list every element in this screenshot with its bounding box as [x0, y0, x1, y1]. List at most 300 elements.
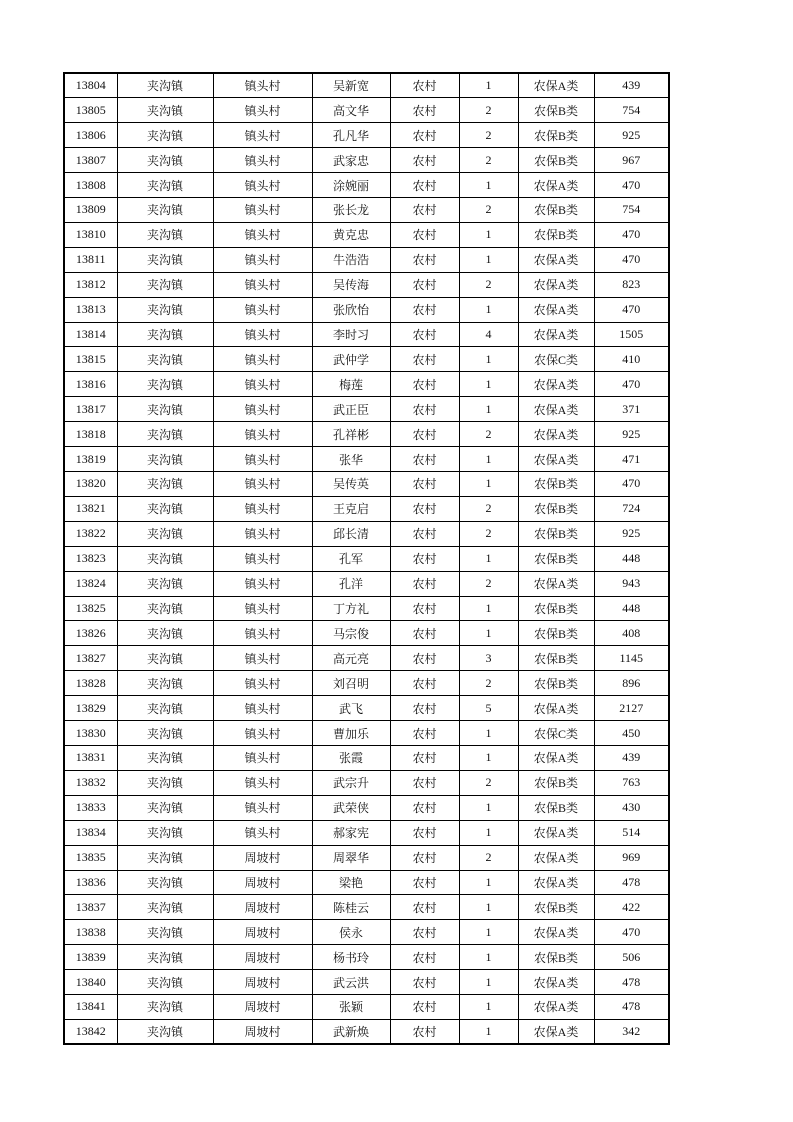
cell-record-id: 13839: [64, 945, 117, 970]
cell-amount: 754: [594, 198, 669, 223]
cell-record-id: 13840: [64, 970, 117, 995]
cell-village: 镇头村: [213, 721, 312, 746]
cell-village: 镇头村: [213, 596, 312, 621]
cell-residence-type: 农村: [390, 621, 459, 646]
table-row: [64, 297, 669, 322]
cell-record-id: 13816: [64, 372, 117, 397]
cell-record-id: 13804: [64, 73, 117, 98]
cell-record-id: 13830: [64, 721, 117, 746]
cell-amount: 430: [594, 795, 669, 820]
cell-record-id: 13805: [64, 98, 117, 123]
table-row: [64, 496, 669, 521]
cell-town: 夹沟镇: [117, 621, 213, 646]
cell-village: 镇头村: [213, 496, 312, 521]
cell-town: 夹沟镇: [117, 222, 213, 247]
table-row: [64, 621, 669, 646]
cell-village: 镇头村: [213, 397, 312, 422]
cell-record-id: 13821: [64, 496, 117, 521]
cell-amount: 470: [594, 297, 669, 322]
cell-town: 夹沟镇: [117, 870, 213, 895]
cell-insurance-class: 农保B类: [518, 671, 594, 696]
table-row: [64, 696, 669, 721]
cell-insurance-class: 农保A类: [518, 297, 594, 322]
cell-village: 镇头村: [213, 795, 312, 820]
cell-residence-type: 农村: [390, 397, 459, 422]
cell-residence-type: 农村: [390, 73, 459, 98]
cell-person-count: 2: [459, 422, 518, 447]
cell-residence-type: 农村: [390, 995, 459, 1020]
cell-residence-type: 农村: [390, 322, 459, 347]
cell-residence-type: 农村: [390, 870, 459, 895]
cell-residence-type: 农村: [390, 422, 459, 447]
table-row: [64, 521, 669, 546]
cell-record-id: 13824: [64, 571, 117, 596]
cell-insurance-class: 农保B类: [518, 472, 594, 497]
cell-person-count: 2: [459, 671, 518, 696]
cell-insurance-class: 农保A类: [518, 845, 594, 870]
cell-person-count: 2: [459, 123, 518, 148]
cell-amount: 470: [594, 920, 669, 945]
cell-insurance-class: 农保C类: [518, 721, 594, 746]
table-row: [64, 596, 669, 621]
cell-residence-type: 农村: [390, 98, 459, 123]
cell-amount: 342: [594, 1019, 669, 1044]
cell-amount: 967: [594, 148, 669, 173]
cell-amount: 408: [594, 621, 669, 646]
cell-insurance-class: 农保A类: [518, 1019, 594, 1044]
cell-amount: 470: [594, 372, 669, 397]
cell-village: 镇头村: [213, 621, 312, 646]
cell-town: 夹沟镇: [117, 646, 213, 671]
cell-village: 镇头村: [213, 73, 312, 98]
cell-record-id: 13820: [64, 472, 117, 497]
cell-record-id: 13832: [64, 770, 117, 795]
cell-person-name: 张华: [312, 447, 390, 472]
cell-amount: 371: [594, 397, 669, 422]
cell-amount: 1145: [594, 646, 669, 671]
cell-record-id: 13823: [64, 546, 117, 571]
cell-amount: 925: [594, 123, 669, 148]
cell-town: 夹沟镇: [117, 571, 213, 596]
cell-record-id: 13815: [64, 347, 117, 372]
table-row: [64, 970, 669, 995]
cell-amount: 470: [594, 247, 669, 272]
cell-residence-type: 农村: [390, 820, 459, 845]
cell-town: 夹沟镇: [117, 272, 213, 297]
cell-residence-type: 农村: [390, 247, 459, 272]
cell-village: 镇头村: [213, 98, 312, 123]
cell-record-id: 13810: [64, 222, 117, 247]
cell-person-count: 1: [459, 347, 518, 372]
cell-amount: 925: [594, 422, 669, 447]
cell-insurance-class: 农保A类: [518, 447, 594, 472]
cell-amount: 478: [594, 995, 669, 1020]
cell-record-id: 13817: [64, 397, 117, 422]
cell-town: 夹沟镇: [117, 845, 213, 870]
cell-person-count: 1: [459, 820, 518, 845]
cell-insurance-class: 农保B类: [518, 123, 594, 148]
cell-residence-type: 农村: [390, 472, 459, 497]
cell-village: 周坡村: [213, 845, 312, 870]
table-row: [64, 198, 669, 223]
cell-residence-type: 农村: [390, 123, 459, 148]
cell-person-count: 1: [459, 995, 518, 1020]
table-row: [64, 123, 669, 148]
cell-town: 夹沟镇: [117, 920, 213, 945]
cell-person-name: 武正臣: [312, 397, 390, 422]
table-row: [64, 770, 669, 795]
table-row: [64, 397, 669, 422]
cell-amount: 724: [594, 496, 669, 521]
table-row: [64, 920, 669, 945]
cell-person-count: 2: [459, 770, 518, 795]
cell-person-count: 1: [459, 297, 518, 322]
cell-person-name: 陈桂云: [312, 895, 390, 920]
table-row: [64, 571, 669, 596]
cell-person-count: 4: [459, 322, 518, 347]
cell-town: 夹沟镇: [117, 970, 213, 995]
table-row: [64, 745, 669, 770]
cell-insurance-class: 农保A类: [518, 247, 594, 272]
cell-town: 夹沟镇: [117, 945, 213, 970]
cell-residence-type: 农村: [390, 447, 459, 472]
cell-person-name: 周翠华: [312, 845, 390, 870]
cell-amount: 448: [594, 546, 669, 571]
cell-record-id: 13808: [64, 173, 117, 198]
cell-town: 夹沟镇: [117, 995, 213, 1020]
cell-town: 夹沟镇: [117, 447, 213, 472]
cell-residence-type: 农村: [390, 671, 459, 696]
cell-record-id: 13813: [64, 297, 117, 322]
cell-residence-type: 农村: [390, 272, 459, 297]
cell-insurance-class: 农保A类: [518, 870, 594, 895]
cell-amount: 478: [594, 970, 669, 995]
cell-residence-type: 农村: [390, 571, 459, 596]
table-row: [64, 671, 669, 696]
cell-person-count: 1: [459, 1019, 518, 1044]
cell-record-id: 13833: [64, 795, 117, 820]
cell-village: 周坡村: [213, 995, 312, 1020]
cell-insurance-class: 农保A类: [518, 696, 594, 721]
cell-village: 镇头村: [213, 521, 312, 546]
cell-town: 夹沟镇: [117, 148, 213, 173]
cell-person-name: 武云洪: [312, 970, 390, 995]
cell-village: 镇头村: [213, 322, 312, 347]
cell-insurance-class: 农保B类: [518, 222, 594, 247]
cell-residence-type: 农村: [390, 546, 459, 571]
cell-residence-type: 农村: [390, 198, 459, 223]
table-row: [64, 472, 669, 497]
cell-person-name: 牛浩浩: [312, 247, 390, 272]
cell-amount: 410: [594, 347, 669, 372]
cell-residence-type: 农村: [390, 745, 459, 770]
cell-person-name: 黄克忠: [312, 222, 390, 247]
cell-record-id: 13842: [64, 1019, 117, 1044]
cell-person-name: 武家忠: [312, 148, 390, 173]
cell-person-name: 杨书玲: [312, 945, 390, 970]
cell-town: 夹沟镇: [117, 1019, 213, 1044]
cell-residence-type: 农村: [390, 372, 459, 397]
cell-person-count: 2: [459, 198, 518, 223]
table-row: [64, 173, 669, 198]
cell-amount: 925: [594, 521, 669, 546]
cell-person-count: 2: [459, 148, 518, 173]
cell-person-name: 梁艳: [312, 870, 390, 895]
cell-village: 镇头村: [213, 173, 312, 198]
cell-person-name: 张欣怡: [312, 297, 390, 322]
cell-town: 夹沟镇: [117, 397, 213, 422]
cell-town: 夹沟镇: [117, 745, 213, 770]
cell-insurance-class: 农保A类: [518, 745, 594, 770]
cell-person-name: 邱长清: [312, 521, 390, 546]
cell-town: 夹沟镇: [117, 795, 213, 820]
cell-residence-type: 农村: [390, 895, 459, 920]
cell-person-name: 王克启: [312, 496, 390, 521]
cell-record-id: 13831: [64, 745, 117, 770]
cell-village: 镇头村: [213, 347, 312, 372]
table-row: [64, 646, 669, 671]
cell-record-id: 13822: [64, 521, 117, 546]
cell-person-count: 1: [459, 945, 518, 970]
cell-person-count: 1: [459, 546, 518, 571]
cell-residence-type: 农村: [390, 222, 459, 247]
cell-village: 镇头村: [213, 472, 312, 497]
cell-person-count: 1: [459, 73, 518, 98]
cell-town: 夹沟镇: [117, 297, 213, 322]
table-row: [64, 447, 669, 472]
cell-person-name: 武宗升: [312, 770, 390, 795]
cell-town: 夹沟镇: [117, 770, 213, 795]
cell-insurance-class: 农保B类: [518, 795, 594, 820]
cell-town: 夹沟镇: [117, 895, 213, 920]
cell-person-count: 2: [459, 496, 518, 521]
cell-record-id: 13825: [64, 596, 117, 621]
cell-town: 夹沟镇: [117, 73, 213, 98]
cell-record-id: 13818: [64, 422, 117, 447]
cell-record-id: 13827: [64, 646, 117, 671]
cell-insurance-class: 农保C类: [518, 347, 594, 372]
cell-insurance-class: 农保B类: [518, 198, 594, 223]
cell-amount: 470: [594, 472, 669, 497]
cell-residence-type: 农村: [390, 496, 459, 521]
cell-amount: 763: [594, 770, 669, 795]
cell-town: 夹沟镇: [117, 322, 213, 347]
cell-village: 镇头村: [213, 646, 312, 671]
cell-amount: 2127: [594, 696, 669, 721]
cell-person-name: 曹加乐: [312, 721, 390, 746]
cell-record-id: 13819: [64, 447, 117, 472]
cell-residence-type: 农村: [390, 1019, 459, 1044]
records-table-body: [64, 73, 669, 1044]
cell-person-count: 1: [459, 795, 518, 820]
table-row: [64, 73, 669, 98]
cell-person-count: 3: [459, 646, 518, 671]
cell-village: 镇头村: [213, 546, 312, 571]
cell-town: 夹沟镇: [117, 521, 213, 546]
cell-village: 周坡村: [213, 870, 312, 895]
cell-amount: 514: [594, 820, 669, 845]
cell-record-id: 13838: [64, 920, 117, 945]
cell-record-id: 13841: [64, 995, 117, 1020]
cell-amount: 439: [594, 745, 669, 770]
cell-insurance-class: 农保A类: [518, 272, 594, 297]
cell-town: 夹沟镇: [117, 820, 213, 845]
cell-record-id: 13807: [64, 148, 117, 173]
cell-amount: 470: [594, 173, 669, 198]
cell-amount: 969: [594, 845, 669, 870]
cell-person-count: 1: [459, 372, 518, 397]
cell-person-count: 1: [459, 222, 518, 247]
cell-insurance-class: 农保B类: [518, 945, 594, 970]
cell-person-count: 1: [459, 920, 518, 945]
cell-person-count: 2: [459, 272, 518, 297]
cell-person-name: 张霞: [312, 745, 390, 770]
cell-person-count: 1: [459, 173, 518, 198]
cell-village: 镇头村: [213, 571, 312, 596]
cell-town: 夹沟镇: [117, 198, 213, 223]
cell-town: 夹沟镇: [117, 247, 213, 272]
cell-insurance-class: 农保A类: [518, 422, 594, 447]
cell-village: 镇头村: [213, 272, 312, 297]
table-row: [64, 322, 669, 347]
cell-record-id: 13828: [64, 671, 117, 696]
table-row: [64, 945, 669, 970]
cell-amount: 478: [594, 870, 669, 895]
cell-town: 夹沟镇: [117, 596, 213, 621]
cell-person-name: 武飞: [312, 696, 390, 721]
table-row: [64, 98, 669, 123]
cell-residence-type: 农村: [390, 696, 459, 721]
cell-person-count: 1: [459, 397, 518, 422]
cell-person-count: 2: [459, 521, 518, 546]
cell-village: 镇头村: [213, 422, 312, 447]
cell-amount: 471: [594, 447, 669, 472]
cell-person-name: 武新焕: [312, 1019, 390, 1044]
cell-insurance-class: 农保A类: [518, 995, 594, 1020]
cell-person-name: 侯永: [312, 920, 390, 945]
cell-insurance-class: 农保A类: [518, 73, 594, 98]
cell-residence-type: 农村: [390, 845, 459, 870]
cell-village: 镇头村: [213, 770, 312, 795]
cell-town: 夹沟镇: [117, 496, 213, 521]
cell-insurance-class: 农保A类: [518, 322, 594, 347]
cell-person-count: 1: [459, 721, 518, 746]
cell-amount: 943: [594, 571, 669, 596]
cell-amount: 506: [594, 945, 669, 970]
cell-person-count: 2: [459, 571, 518, 596]
cell-person-name: 郝家宪: [312, 820, 390, 845]
cell-person-name: 李时习: [312, 322, 390, 347]
cell-residence-type: 农村: [390, 945, 459, 970]
cell-village: 镇头村: [213, 123, 312, 148]
table-row: [64, 247, 669, 272]
cell-person-name: 吴新宽: [312, 73, 390, 98]
cell-town: 夹沟镇: [117, 173, 213, 198]
cell-residence-type: 农村: [390, 795, 459, 820]
cell-person-name: 孔凡华: [312, 123, 390, 148]
table-row: [64, 148, 669, 173]
cell-record-id: 13812: [64, 272, 117, 297]
cell-village: 镇头村: [213, 671, 312, 696]
table-row: [64, 995, 669, 1020]
cell-record-id: 13829: [64, 696, 117, 721]
cell-insurance-class: 农保B类: [518, 895, 594, 920]
cell-amount: 470: [594, 222, 669, 247]
table-row: [64, 347, 669, 372]
cell-residence-type: 农村: [390, 148, 459, 173]
cell-insurance-class: 农保A类: [518, 397, 594, 422]
cell-residence-type: 农村: [390, 770, 459, 795]
cell-town: 夹沟镇: [117, 472, 213, 497]
cell-insurance-class: 农保A类: [518, 820, 594, 845]
cell-village: 镇头村: [213, 372, 312, 397]
cell-amount: 754: [594, 98, 669, 123]
cell-residence-type: 农村: [390, 596, 459, 621]
cell-town: 夹沟镇: [117, 721, 213, 746]
cell-person-name: 孔祥彬: [312, 422, 390, 447]
table-row: [64, 721, 669, 746]
cell-record-id: 13836: [64, 870, 117, 895]
cell-amount: 450: [594, 721, 669, 746]
table-row: [64, 272, 669, 297]
cell-residence-type: 农村: [390, 646, 459, 671]
cell-person-count: 1: [459, 447, 518, 472]
table-row: [64, 1019, 669, 1044]
cell-village: 镇头村: [213, 148, 312, 173]
cell-village: 周坡村: [213, 895, 312, 920]
cell-village: 镇头村: [213, 745, 312, 770]
cell-person-name: 武仲学: [312, 347, 390, 372]
cell-village: 镇头村: [213, 447, 312, 472]
cell-person-count: 1: [459, 895, 518, 920]
cell-record-id: 13806: [64, 123, 117, 148]
cell-person-name: 孔军: [312, 546, 390, 571]
cell-record-id: 13837: [64, 895, 117, 920]
cell-record-id: 13835: [64, 845, 117, 870]
cell-person-count: 1: [459, 596, 518, 621]
cell-record-id: 13834: [64, 820, 117, 845]
cell-record-id: 13809: [64, 198, 117, 223]
cell-person-name: 张颖: [312, 995, 390, 1020]
cell-town: 夹沟镇: [117, 546, 213, 571]
cell-village: 周坡村: [213, 1019, 312, 1044]
table-row: [64, 895, 669, 920]
cell-insurance-class: 农保B类: [518, 646, 594, 671]
cell-village: 周坡村: [213, 945, 312, 970]
cell-amount: 439: [594, 73, 669, 98]
cell-insurance-class: 农保B类: [518, 621, 594, 646]
cell-insurance-class: 农保A类: [518, 970, 594, 995]
cell-person-name: 马宗俊: [312, 621, 390, 646]
cell-town: 夹沟镇: [117, 671, 213, 696]
cell-town: 夹沟镇: [117, 123, 213, 148]
cell-person-name: 梅莲: [312, 372, 390, 397]
cell-person-name: 涂婉丽: [312, 173, 390, 198]
cell-person-name: 吴传英: [312, 472, 390, 497]
cell-town: 夹沟镇: [117, 347, 213, 372]
cell-amount: 422: [594, 895, 669, 920]
cell-record-id: 13814: [64, 322, 117, 347]
cell-village: 周坡村: [213, 920, 312, 945]
cell-insurance-class: 农保B类: [518, 770, 594, 795]
cell-village: 镇头村: [213, 198, 312, 223]
table-row: [64, 222, 669, 247]
table-row: [64, 845, 669, 870]
cell-person-count: 2: [459, 845, 518, 870]
table-row: [64, 870, 669, 895]
cell-insurance-class: 农保A类: [518, 571, 594, 596]
cell-insurance-class: 农保A类: [518, 372, 594, 397]
